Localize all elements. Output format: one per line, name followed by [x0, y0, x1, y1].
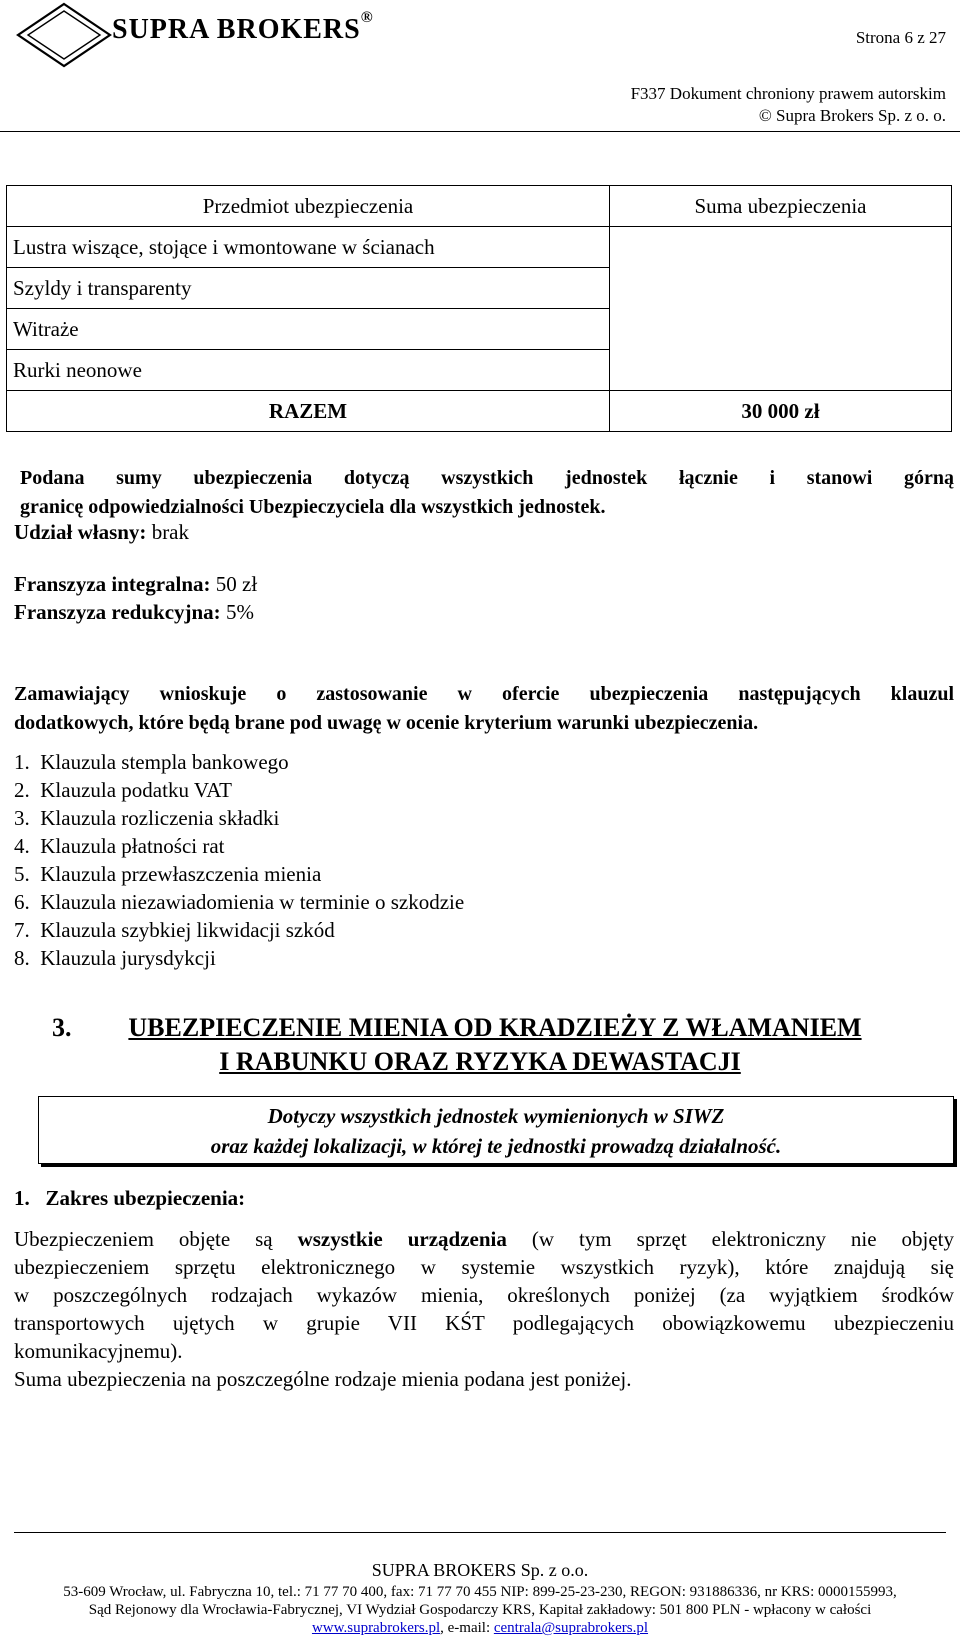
clauses-intro-line: Zamawiający wnioskuje o zastosowanie w ofercie ubezpieczenia następujących klauzul — [14, 683, 954, 705]
reduction-franchise-value: 5% — [220, 600, 254, 624]
footer-contact — [0, 1620, 960, 1637]
table-total-label: RAZEM — [7, 391, 610, 432]
clauses-intro-line: dodatkowych, które będą brane pod uwagę w ocenie kryterium warunki ubezpieczenia. — [14, 712, 759, 734]
table-cell-item: Lustra wiszące, stojące i wmontowane w ścianach — [7, 227, 610, 268]
table-cell-item: Szyldy i transparenty — [7, 268, 610, 309]
logo-diamond-icon — [14, 2, 114, 68]
reduction-franchise-label: Franszyza redukcyjna: — [14, 600, 221, 624]
footer-court: Sąd Rejonowy dla Wrocławia-Fabrycznej, VI Wydział Gospodarczy KRS, Kapitał zakładowy: 501 800 PLN - wpłacony w całości — [88, 1602, 872, 1618]
integral-franchise — [14, 572, 257, 597]
sum-note — [20, 464, 954, 522]
own-share-value: brak — [146, 520, 190, 544]
copyright-owner: © Supra Brokers Sp. z o. o. — [758, 106, 946, 125]
table-header-subject: Przedmiot ubezpieczenia — [7, 186, 610, 227]
sum-note-line: Podana sumy ubezpieczenia dotyczą wszystkich jednostek łącznie i stanowi górną — [20, 467, 954, 489]
scope-line: w poszczególnych rodzajach wykazów mienia, określonych poniżej (za wyjątkiem środków — [14, 1283, 954, 1307]
table-total-row — [7, 391, 952, 432]
scope-line: Suma ubezpieczenia na poszczególne rodzaje mienia podana jest poniżej. — [14, 1367, 632, 1391]
integral-franchise-value: 50 zł — [210, 572, 258, 596]
scope-paragraph — [14, 1225, 954, 1393]
sum-note-line: granicę odpowiedzialności Ubezpieczyciela dla wszystkich jednostek. — [20, 496, 606, 518]
copyright-notice: F337 Dokument chroniony prawem autorskim — [630, 84, 946, 103]
section-title-line: UBEZPIECZENIE MIENIA OD KRADZIEŻY Z WŁAMANIEM — [128, 1013, 862, 1042]
scope-emphasis: wszystkie urządzenia — [297, 1227, 507, 1251]
applicability-line: oraz każdej lokalizacji, w której te jednostki prowadzą działalność. — [210, 1134, 782, 1158]
insurance-sum-table — [6, 185, 952, 432]
page-number: Strona 6 z 27 — [855, 28, 946, 47]
section-number: 3. — [52, 1013, 72, 1042]
list-item: 3. Klauzula rozliczenia składki — [14, 806, 280, 830]
email-link[interactable]: centrala@suprabrokers.pl — [493, 1620, 649, 1636]
scope-line: ubezpieczeniem sprzętu elektronicznego w systemie wszystkich ryzyk), które znajdują się — [14, 1255, 954, 1279]
footer-company: SUPRA BROKERS Sp. z o.o. — [371, 1560, 589, 1580]
list-item: 1. Klauzula stempla bankowego — [14, 750, 289, 774]
scope-line: Ubezpieczeniem objęte są wszystkie urządzenia (w tym sprzęt elektroniczny nie objęty — [14, 1227, 954, 1251]
list-item: 4. Klauzula płatności rat — [14, 834, 225, 858]
list-item: 7. Klauzula szybkiej likwidacji szkód — [14, 918, 335, 942]
email-label: , e-mail: — [440, 1620, 494, 1636]
scope-line: transportowych ujętych w grupie VII KŚT podlegających obowiązkowemu ubezpieczeniu — [14, 1311, 954, 1335]
scope-line: komunikacyjnemu). — [14, 1339, 183, 1363]
table-cell-item: Witraże — [7, 309, 610, 350]
header-divider — [0, 131, 960, 132]
applicability-line: Dotyczy wszystkich jednostek wymienionych w SIWZ — [267, 1104, 725, 1128]
table-header-sum: Suma ubezpieczenia — [610, 186, 952, 227]
table-cell-sum-empty — [610, 227, 952, 391]
own-share — [14, 520, 189, 545]
integral-franchise-label: Franszyza integralna: — [14, 572, 211, 596]
list-item: 6. Klauzula niezawiadomienia w terminie o szkodzie — [14, 890, 465, 914]
scope-heading: 1. Zakres ubezpieczenia: — [14, 1186, 246, 1210]
list-item: 2. Klauzula podatku VAT — [14, 778, 232, 802]
footer-address: 53-609 Wrocław, ul. Fabryczna 10, tel.: 71 77 70 400, fax: 71 77 70 455 NIP: 899-25-23-230, REGON: 931886336, nr KRS: 0000155993, — [63, 1584, 897, 1600]
clauses-list — [14, 748, 464, 972]
list-item: 5. Klauzula przewłaszczenia mienia — [14, 862, 322, 886]
website-link[interactable]: www.suprabrokers.pl — [311, 1620, 441, 1636]
clauses-intro — [14, 680, 954, 738]
registered-mark: ® — [360, 8, 374, 26]
table-cell-item: Rurki neonowe — [7, 350, 610, 391]
reduction-franchise — [14, 600, 254, 625]
own-share-label: Udział własny: — [14, 520, 147, 544]
table-row — [7, 227, 952, 268]
footer-divider — [14, 1532, 946, 1533]
table-header-row — [7, 186, 952, 227]
section-title-line: I RABUNKU ORAZ RYZYKA DEWASTACJI — [219, 1047, 741, 1076]
table-total-value: 30 000 zł — [610, 391, 952, 432]
list-item: 8. Klauzula jurysdykcji — [14, 946, 216, 970]
logo-brand-text: SUPRA BROKERS® — [112, 8, 374, 45]
applicability-box — [38, 1096, 954, 1164]
